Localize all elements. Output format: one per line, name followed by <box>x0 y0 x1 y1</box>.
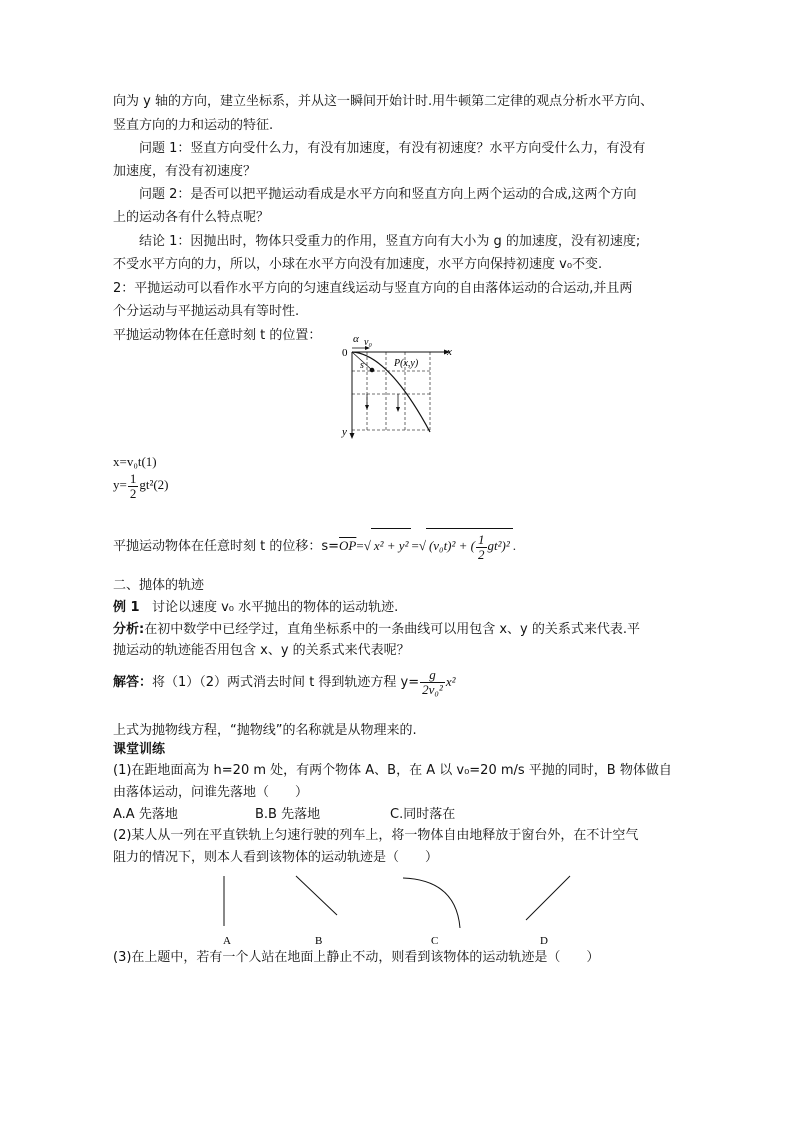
equation-2-fraction <box>128 472 139 501</box>
analysis-line: 抛运动的轨迹能否用包含 x、y 的关系式来代表呢？ <box>113 643 410 658</box>
answer-line <box>113 664 456 701</box>
option-b-label: B <box>315 935 323 947</box>
fraction-numerator: 1 <box>129 470 137 486</box>
equals: = <box>411 538 419 553</box>
trajectory-options-figure <box>200 870 580 950</box>
x-axis-label: x <box>447 346 452 358</box>
practice-question-3: (3)在上题中，若有一个人站在地面上静止不动，则看到该物体的运动轨迹是（ ） <box>113 950 600 965</box>
fraction-denominator: 2 <box>478 546 485 562</box>
radical-2-part-a: (v₀t)² + ( <box>428 538 476 553</box>
option-b: B.B 先落地 <box>255 807 321 822</box>
example-1 <box>113 598 398 618</box>
v0-label: v₀ <box>364 337 372 348</box>
practice-question-2: 阻力的情况下，则本人看到该物体的运动轨迹是（ ） <box>113 850 439 865</box>
alpha-label: α <box>353 333 359 345</box>
question-1-line: 加速度，有没有初速度？ <box>113 164 257 179</box>
option-c-label: C <box>431 935 439 947</box>
option-d-label: D <box>540 935 548 947</box>
velocity-arrow-head <box>365 405 369 410</box>
projectile-figure <box>338 330 458 442</box>
fraction-numerator: 1 <box>478 531 485 547</box>
analysis-text: 在初中数学中已经学过，直角坐标系中的一条曲线可以用包含 x、y 的关系式来代表.平 <box>144 622 640 637</box>
option-c-trajectory <box>403 878 460 928</box>
example-1-label: 例 1 <box>113 600 140 615</box>
s-label: s <box>360 360 364 371</box>
practice-question-1: 由落体运动，问谁先落地（ ） <box>113 785 309 800</box>
answer-fraction <box>420 668 445 697</box>
conclusion-2-line: 2：平抛运动可以看作水平方向的匀速直线运动与竖直方向的自由落体运动的合运动,并且两 <box>113 281 633 296</box>
practice-heading: 课堂训练 <box>113 742 166 757</box>
answer-text: 将（1）（2）两式消去时间 t 得到轨迹方程 y= <box>152 675 420 690</box>
section-heading: 二、抛体的轨迹 <box>113 578 205 593</box>
position-intro: 平抛运动物体在任意时刻 t 的位置： <box>113 328 322 343</box>
fraction-numerator: g <box>420 668 445 683</box>
op-vector: $\overline{OP}$ <box>339 538 357 553</box>
paragraph-line: 向为 y 轴的方向，建立坐标系，并从这一瞬间开始计时.用牛顿第二定律的观点分析水平方向、 <box>113 94 654 109</box>
equation-2-prefix: y= <box>113 477 127 492</box>
answer-label: 解答： <box>113 675 153 690</box>
displacement-formula: 平抛运动物体在任意时刻 t 的位移：$s=\overline{OP}=√$ x² + y² =√ (v₀t)² + ( $\frac{1}{2}$ gt²)² . <box>113 528 516 564</box>
option-c: C.同时落在 <box>390 807 456 822</box>
y-axis-label: y <box>342 426 347 438</box>
equals: = <box>356 538 364 553</box>
question-2-line: 问题 2：是否可以把平抛运动看成是水平方向和竖直方向上两个运动的合成,这两个方向 <box>139 187 637 202</box>
conclusion-1-line: 结论 1：因抛出时，物体只受重力的作用，竖直方向有大小为 g 的加速度，没有初速度; <box>139 234 641 249</box>
answer-tail: x² <box>445 674 456 689</box>
question-1-line: 问题 1：竖直方向受什么力，有没有加速度，有没有初速度？水平方向受什么力，有没有 <box>139 141 646 156</box>
conclusion-1-line: 不受水平方向的力，所以，小球在水平方向没有加速度，水平方向保持初速度 v₀不变. <box>113 257 603 272</box>
question-2-line: 上的运动各有什么特点呢？ <box>113 210 270 225</box>
radical-2-fraction <box>476 533 487 562</box>
equation-2-suffix: gt²(2) <box>139 477 169 492</box>
example-1-text: 讨论以速度 v₀ 水平抛出的物体的运动轨迹. <box>151 600 399 615</box>
origin-label: 0 <box>342 347 348 359</box>
radical-2-part-b: gt²)² <box>487 538 510 553</box>
practice-question-2: (2)某人从一列在平直铁轨上匀速行驶的列车上，将一物体自由地释放于窗台外，在不计空气 <box>113 828 639 843</box>
option-d-trajectory <box>526 876 570 920</box>
paragraph-line: 竖直方向的力和运动的特征. <box>113 118 274 133</box>
y-axis-arrow <box>350 433 355 439</box>
parabola-note: 上式为抛物线方程，“抛物线”的名称就是从物理来的. <box>113 723 417 738</box>
option-a-label: A <box>223 935 231 947</box>
velocity-arrow-head <box>396 407 400 412</box>
displacement-label: 平抛运动物体在任意时刻 t 的位移：s= <box>113 539 340 554</box>
fraction-denominator: 2 <box>129 485 137 501</box>
point-p-label: P(x,y) <box>394 358 419 369</box>
equation-1: x=v₀t(1) <box>113 454 157 469</box>
practice-question-1: (1)在距地面高为 h=20 m 处，有两个物体 A、B，在 A 以 v₀=20 m/s 平抛的同时，B 物体做自 <box>113 763 672 778</box>
analysis-label: 分析: <box>113 622 145 637</box>
radical-1: x² + y² <box>371 528 412 563</box>
point-p <box>370 368 375 373</box>
conclusion-2-line: 个分运动与平抛运动具有等时性. <box>113 304 300 319</box>
radical-2 <box>426 528 513 563</box>
analysis-line <box>113 620 640 640</box>
equation-2 <box>113 471 169 501</box>
option-b-trajectory <box>296 876 337 915</box>
option-a: A.A 先落地 <box>113 807 178 822</box>
fraction-denominator: 2v₀² <box>422 682 443 697</box>
period: . <box>512 538 517 553</box>
